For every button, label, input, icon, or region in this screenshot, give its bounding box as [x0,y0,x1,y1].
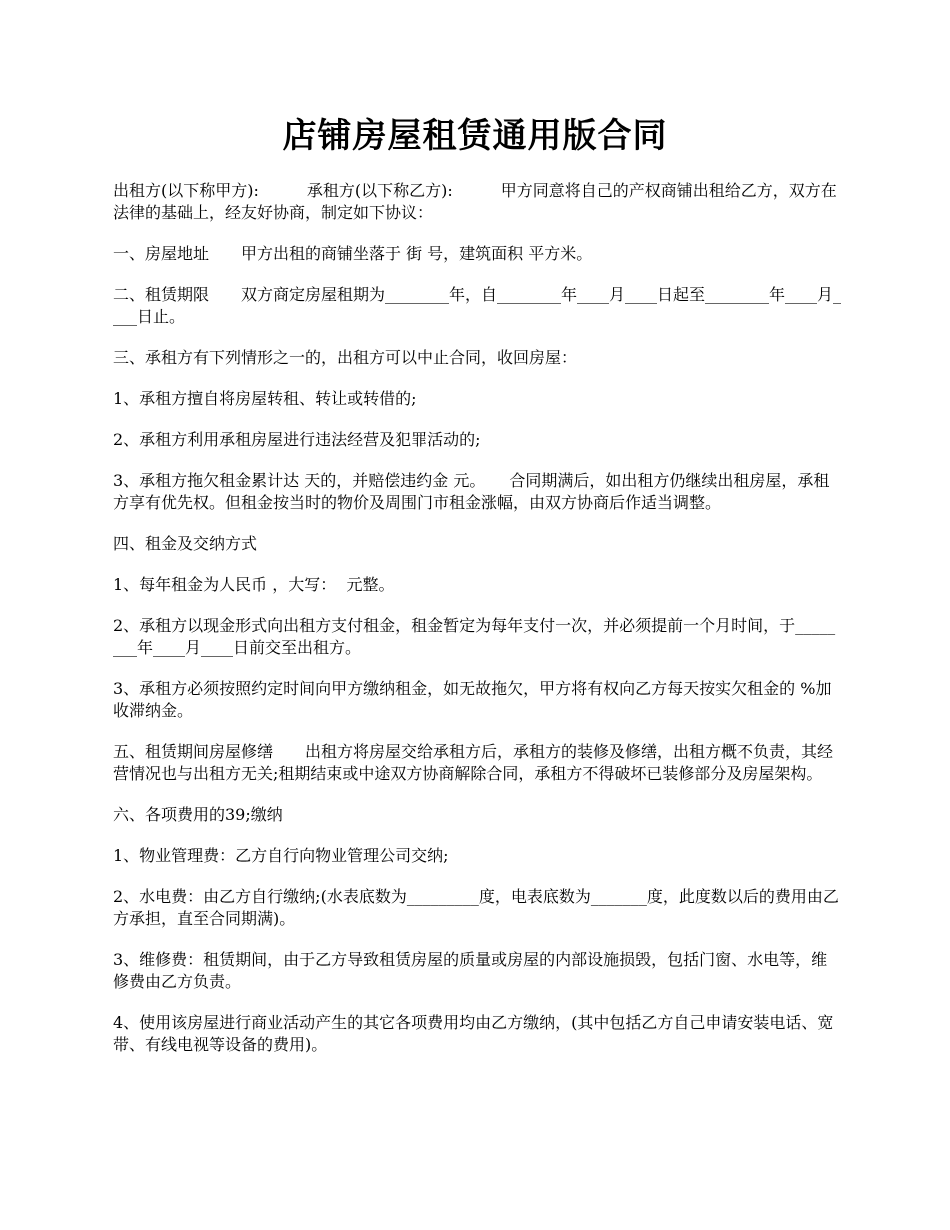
paragraph-rent-1: 1、每年租金为人民币 ，大写： 元整。 [113,575,395,594]
page-title: 店铺房屋租赁通用版合同 [282,116,668,156]
paragraph-rent-2: 2、承租方以现金形式向出租方支付租金，租金暂定为每年支付一次，并必须提前一个月时间，于________年____月____日前交至出租方。 [113,616,836,657]
paragraph-termination-heading: 三、承租方有下列情形之一的，出租方可以中止合同，收回房屋： [113,348,578,367]
paragraph-term: 二、租赁期限 双方商定房屋租期为________年，自________年____月____日起至________年____月____日止。 [113,285,842,326]
paragraph-fees-2: 2、水电费：由乙方自行缴纳;(水表底数为_________度，电表底数为_______度，此度数以后的费用由乙方承担，直至合同期满)。 [113,887,839,928]
contract-body [113,180,843,1075]
paragraph-fees-heading: 六、各项费用的39;缴纳 [113,805,283,824]
paragraph-address: 一、房屋地址 甲方出租的商铺坐落于 街 号，建筑面积 平方米。 [113,244,593,263]
paragraph-termination-3: 3、承租方拖欠租金累计达 天的，并赔偿违约金 元。 合同期满后，如出租方仍继续出租房屋，承租方享有优先权。但租金按当时的物价及周围门市租金涨幅，由双方协商后作适当调整。 [113,471,830,512]
paragraph-fees-4: 4、使用该房屋进行商业活动产生的其它各项费用均由乙方缴纳，(其中包括乙方自己申请安装电话、宽带、有线电视等设备的费用)。 [113,1013,834,1054]
paragraph-parties: 出租方(以下称甲方): 承租方(以下称乙方): 甲方同意将自己的产权商铺出租给乙方，双方在法律的基础上，经友好协商，制定如下协议： [113,181,837,222]
paragraph-fees-1: 1、物业管理费：乙方自行向物业管理公司交纳; [113,846,449,865]
paragraph-rent-3: 3、承租方必须按照约定时间向甲方缴纳租金，如无故拖欠，甲方将有权向乙方每天按实欠租金的 %加收滞纳金。 [113,679,832,720]
paragraph-fees-3: 3、维修费：租赁期间，由于乙方导致租赁房屋的质量或房屋的内部设施损毁，包括门窗、水电等，维修费由乙方负责。 [113,950,828,991]
paragraph-repairs: 五、租赁期间房屋修缮 出租方将房屋交给承租方后，承租方的装修及修缮，出租方概不负责，其经营情况也与出租方无关;租期结束或中途双方协商解除合同，承租方不得破坏已装修部分及房屋架构。 [113,742,834,783]
paragraph-rent-heading: 四、租金及交纳方式 [113,534,258,553]
paragraph-termination-2: 2、承租方利用承租房屋进行违法经营及犯罪活动的; [113,430,481,449]
paragraph-termination-1: 1、承租方擅自将房屋转租、转让或转借的; [113,389,417,408]
